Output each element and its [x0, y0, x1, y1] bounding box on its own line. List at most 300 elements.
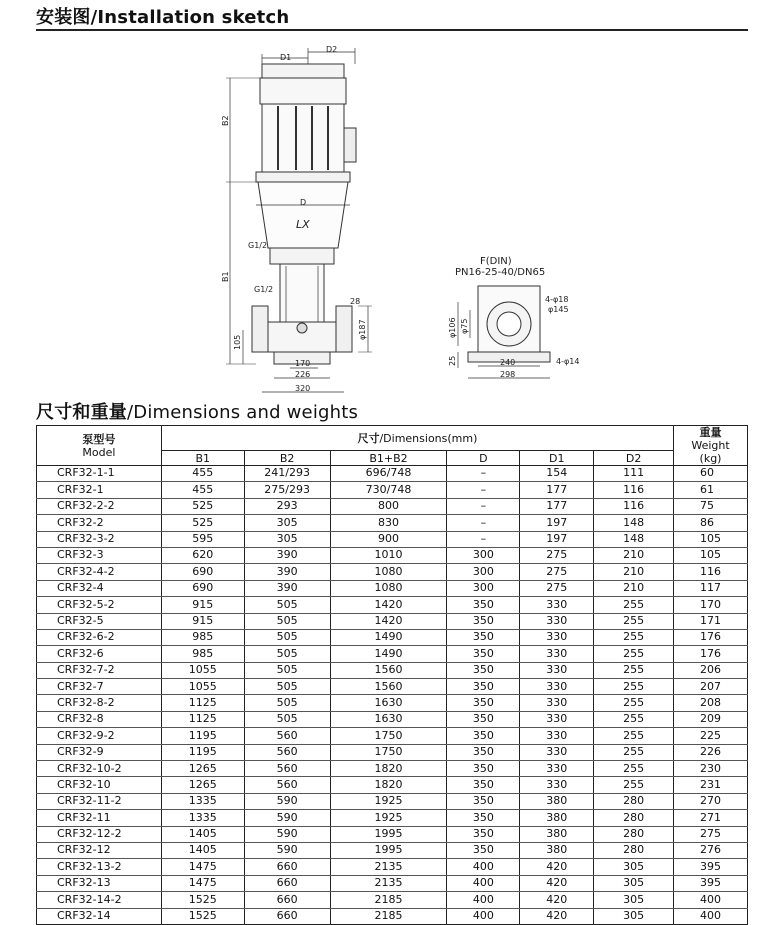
d-cell: – — [447, 466, 520, 482]
weight-cell: 208 — [674, 695, 748, 711]
b2-cell: 560 — [244, 777, 330, 793]
d-cell: 350 — [447, 777, 520, 793]
label-105: 105 — [233, 334, 242, 350]
d1-cell: 420 — [520, 892, 594, 908]
model-cell: CRF32-10 — [37, 777, 162, 793]
b1-cell: 1405 — [161, 842, 244, 858]
b2-cell: 660 — [244, 859, 330, 875]
weight-cell: 276 — [674, 842, 748, 858]
table-row — [37, 498, 748, 514]
b1b2-cell: 2185 — [330, 908, 447, 924]
weight-cell: 271 — [674, 810, 748, 826]
d2-cell: 280 — [594, 793, 674, 809]
label-4-18: 4-φ18 — [545, 295, 569, 304]
b1-cell: 1055 — [161, 679, 244, 695]
d2-cell: 148 — [594, 531, 674, 547]
d2-cell: 255 — [594, 728, 674, 744]
table-row — [37, 908, 748, 924]
d1-cell: 330 — [520, 711, 594, 727]
b1-cell: 525 — [161, 515, 244, 531]
b1b2-cell: 900 — [330, 531, 447, 547]
b1-cell: 1265 — [161, 761, 244, 777]
d2-cell: 116 — [594, 482, 674, 498]
table-row — [37, 728, 748, 744]
b1b2-cell: 1925 — [330, 810, 447, 826]
b2-cell: 590 — [244, 842, 330, 858]
d-cell: 400 — [447, 908, 520, 924]
model-cell: CRF32-8-2 — [37, 695, 162, 711]
model-cell: CRF32-12-2 — [37, 826, 162, 842]
model-cell: CRF32-3-2 — [37, 531, 162, 547]
b1-cell: 915 — [161, 613, 244, 629]
d-cell: 400 — [447, 875, 520, 891]
weight-cell: 395 — [674, 859, 748, 875]
dimensions-title-en: /Dimensions and weights — [127, 402, 359, 423]
model-cell: CRF32-6 — [37, 646, 162, 662]
b1b2-cell: 2135 — [330, 875, 447, 891]
table-row — [37, 482, 748, 498]
d-cell: 350 — [447, 679, 520, 695]
b1b2-cell: 1080 — [330, 580, 447, 596]
b1-cell: 1405 — [161, 826, 244, 842]
d2-cell: 255 — [594, 761, 674, 777]
d1-cell: 154 — [520, 466, 594, 482]
d2-cell: 255 — [594, 662, 674, 678]
d2-cell: 305 — [594, 859, 674, 875]
b1b2-cell: 1925 — [330, 793, 447, 809]
label-flange-title: F(DIN) — [480, 256, 512, 267]
b1-cell: 1335 — [161, 810, 244, 826]
d1-cell: 330 — [520, 679, 594, 695]
d-cell: 350 — [447, 810, 520, 826]
d1-cell: 420 — [520, 908, 594, 924]
dimensions-header — [161, 426, 673, 451]
b1b2-cell: 1490 — [330, 646, 447, 662]
b2-cell: 590 — [244, 793, 330, 809]
col-d2-header: D2 — [594, 451, 674, 466]
table-row — [37, 859, 748, 875]
b1-cell: 1525 — [161, 892, 244, 908]
weight-cell: 105 — [674, 531, 748, 547]
d1-cell: 275 — [520, 547, 594, 563]
b2-cell: 560 — [244, 744, 330, 760]
d1-cell: 330 — [520, 728, 594, 744]
d-cell: 350 — [447, 744, 520, 760]
b1-cell: 915 — [161, 597, 244, 613]
d-cell: 400 — [447, 859, 520, 875]
label-4-14: 4-φ14 — [556, 357, 580, 366]
model-cell: CRF32-7 — [37, 679, 162, 695]
b1b2-cell: 1630 — [330, 695, 447, 711]
b2-cell: 275/293 — [244, 482, 330, 498]
model-cell: CRF32-5 — [37, 613, 162, 629]
d1-cell: 275 — [520, 564, 594, 580]
model-cell: CRF32-4-2 — [37, 564, 162, 580]
b2-cell: 505 — [244, 695, 330, 711]
d2-cell: 280 — [594, 826, 674, 842]
model-cell: CRF32-4 — [37, 580, 162, 596]
b1-cell: 455 — [161, 466, 244, 482]
label-75: φ75 — [460, 318, 469, 334]
table-header-row — [37, 426, 748, 451]
table-row — [37, 711, 748, 727]
b2-cell: 305 — [244, 515, 330, 531]
label-d2: D2 — [326, 45, 338, 54]
weight-cell: 270 — [674, 793, 748, 809]
d2-cell: 280 — [594, 810, 674, 826]
table-row — [37, 564, 748, 580]
d1-cell: 197 — [520, 515, 594, 531]
model-cell: CRF32-11 — [37, 810, 162, 826]
d1-cell: 330 — [520, 629, 594, 645]
b2-cell: 505 — [244, 646, 330, 662]
col-b1b2-header: B1+B2 — [330, 451, 447, 466]
installation-sketch — [0, 32, 764, 394]
b1b2-cell: 1820 — [330, 761, 447, 777]
b2-cell: 505 — [244, 597, 330, 613]
label-lx: LX — [296, 218, 310, 231]
d-cell: – — [447, 531, 520, 547]
weight-cell: 231 — [674, 777, 748, 793]
b2-cell: 590 — [244, 810, 330, 826]
d1-cell: 177 — [520, 482, 594, 498]
model-header-cn: 泵型号 — [82, 432, 116, 446]
b2-cell: 305 — [244, 531, 330, 547]
d-cell: 350 — [447, 646, 520, 662]
label-g12-top: G1/2 — [248, 241, 268, 250]
table-row — [37, 744, 748, 760]
table-row — [37, 875, 748, 891]
b1b2-cell: 1560 — [330, 662, 447, 678]
d2-cell: 255 — [594, 695, 674, 711]
table-row — [37, 646, 748, 662]
b2-cell: 390 — [244, 580, 330, 596]
weight-cell: 171 — [674, 613, 748, 629]
label-d1: D1 — [280, 53, 292, 62]
b2-cell: 390 — [244, 564, 330, 580]
model-cell: CRF32-11-2 — [37, 793, 162, 809]
label-28: 28 — [350, 297, 361, 306]
d1-cell: 380 — [520, 793, 594, 809]
d-cell: – — [447, 498, 520, 514]
d1-cell: 380 — [520, 810, 594, 826]
b1b2-cell: 1630 — [330, 711, 447, 727]
weight-cell: 75 — [674, 498, 748, 514]
model-cell: CRF32-9 — [37, 744, 162, 760]
label-106: φ106 — [448, 317, 457, 338]
d-cell: 350 — [447, 826, 520, 842]
weight-cell: 117 — [674, 580, 748, 596]
b1-cell: 1055 — [161, 662, 244, 678]
d-cell: 350 — [447, 613, 520, 629]
b2-cell: 660 — [244, 908, 330, 924]
b1b2-cell: 800 — [330, 498, 447, 514]
model-cell: CRF32-10-2 — [37, 761, 162, 777]
model-cell: CRF32-1-1 — [37, 466, 162, 482]
b1-cell: 1125 — [161, 711, 244, 727]
d2-cell: 255 — [594, 597, 674, 613]
b1-cell: 1265 — [161, 777, 244, 793]
table-row — [37, 597, 748, 613]
model-cell: CRF32-6-2 — [37, 629, 162, 645]
table-row — [37, 531, 748, 547]
b1b2-cell: 1995 — [330, 826, 447, 842]
label-170: 170 — [295, 359, 311, 368]
col-b2-header: B2 — [244, 451, 330, 466]
b2-cell: 660 — [244, 875, 330, 891]
model-cell: CRF32-8 — [37, 711, 162, 727]
table-row — [37, 810, 748, 826]
d1-cell: 380 — [520, 826, 594, 842]
label-d: D — [300, 198, 307, 207]
d2-cell: 255 — [594, 711, 674, 727]
d2-cell: 280 — [594, 842, 674, 858]
b1-cell: 690 — [161, 580, 244, 596]
b1b2-cell: 1080 — [330, 564, 447, 580]
label-226: 226 — [295, 370, 311, 379]
dimensions-header-en: /Dimensions(mm) — [379, 431, 478, 445]
d-cell: 350 — [447, 629, 520, 645]
dimensions-header-cn: 尺寸 — [357, 431, 380, 445]
d2-cell: 255 — [594, 629, 674, 645]
b2-cell: 590 — [244, 826, 330, 842]
d-cell: 350 — [447, 761, 520, 777]
col-b1-header: B1 — [161, 451, 244, 466]
b1b2-cell: 1995 — [330, 842, 447, 858]
model-cell: CRF32-2-2 — [37, 498, 162, 514]
b2-cell: 390 — [244, 547, 330, 563]
d1-cell: 330 — [520, 646, 594, 662]
weight-cell: 275 — [674, 826, 748, 842]
label-145: φ145 — [548, 305, 569, 314]
b1b2-cell: 2135 — [330, 859, 447, 875]
weight-header-en: Weight — [691, 439, 730, 452]
model-header — [37, 426, 162, 466]
b1-cell: 1475 — [161, 875, 244, 891]
d2-cell: 148 — [594, 515, 674, 531]
b1-cell: 985 — [161, 646, 244, 662]
b1b2-cell: 1560 — [330, 679, 447, 695]
b1-cell: 1195 — [161, 728, 244, 744]
d-cell: 300 — [447, 547, 520, 563]
weight-cell: 116 — [674, 564, 748, 580]
model-cell: CRF32-14-2 — [37, 892, 162, 908]
weight-cell: 395 — [674, 875, 748, 891]
d-cell: 350 — [447, 711, 520, 727]
table-row — [37, 515, 748, 531]
d1-cell: 197 — [520, 531, 594, 547]
b1-cell: 1475 — [161, 859, 244, 875]
b1-cell: 1195 — [161, 744, 244, 760]
model-cell: CRF32-2 — [37, 515, 162, 531]
b1-cell: 1335 — [161, 793, 244, 809]
table-row — [37, 892, 748, 908]
d1-cell: 330 — [520, 613, 594, 629]
b2-cell: 560 — [244, 728, 330, 744]
title-rule — [36, 29, 748, 31]
b1b2-cell: 1010 — [330, 547, 447, 563]
d2-cell: 305 — [594, 908, 674, 924]
d-cell: 300 — [447, 580, 520, 596]
b1b2-cell: 1750 — [330, 728, 447, 744]
d1-cell: 330 — [520, 777, 594, 793]
table-row — [37, 662, 748, 678]
b1b2-cell: 1420 — [330, 613, 447, 629]
model-cell: CRF32-7-2 — [37, 662, 162, 678]
d-cell: 350 — [447, 662, 520, 678]
model-cell: CRF32-14 — [37, 908, 162, 924]
table-row — [37, 793, 748, 809]
label-25: 25 — [448, 355, 457, 366]
b1-cell: 455 — [161, 482, 244, 498]
table-row — [37, 679, 748, 695]
weight-cell: 206 — [674, 662, 748, 678]
table-row — [37, 761, 748, 777]
b2-cell: 505 — [244, 662, 330, 678]
d2-cell: 255 — [594, 679, 674, 695]
model-cell: CRF32-9-2 — [37, 728, 162, 744]
b2-cell: 505 — [244, 711, 330, 727]
b2-cell: 505 — [244, 679, 330, 695]
weight-header-cn: 重量 — [699, 426, 722, 439]
label-b2: B2 — [221, 115, 230, 126]
table-row — [37, 613, 748, 629]
model-cell: CRF32-13-2 — [37, 859, 162, 875]
model-cell: CRF32-12 — [37, 842, 162, 858]
d1-cell: 420 — [520, 859, 594, 875]
weight-cell: 209 — [674, 711, 748, 727]
model-cell: CRF32-3 — [37, 547, 162, 563]
d2-cell: 255 — [594, 744, 674, 760]
b1b2-cell: 830 — [330, 515, 447, 531]
table-body — [37, 466, 748, 925]
weight-cell: 170 — [674, 597, 748, 613]
d1-cell: 177 — [520, 498, 594, 514]
b1-cell: 525 — [161, 498, 244, 514]
weight-cell: 86 — [674, 515, 748, 531]
d1-cell: 330 — [520, 744, 594, 760]
b1-cell: 1125 — [161, 695, 244, 711]
d-cell: 400 — [447, 892, 520, 908]
d2-cell: 210 — [594, 580, 674, 596]
table-row — [37, 695, 748, 711]
d1-cell: 275 — [520, 580, 594, 596]
b1b2-cell: 1490 — [330, 629, 447, 645]
b1b2-cell: 1750 — [330, 744, 447, 760]
d1-cell: 330 — [520, 597, 594, 613]
table-row — [37, 777, 748, 793]
table-row — [37, 466, 748, 482]
weight-header-unit: (kg) — [699, 452, 722, 465]
d1-cell: 330 — [520, 662, 594, 678]
table-row — [37, 842, 748, 858]
d-cell: 300 — [447, 564, 520, 580]
d-cell: 350 — [447, 728, 520, 744]
weight-header — [674, 426, 748, 466]
b2-cell: 505 — [244, 629, 330, 645]
label-b1: B1 — [221, 271, 230, 282]
dimensions-table — [36, 425, 748, 925]
weight-cell: 207 — [674, 679, 748, 695]
b1-cell: 595 — [161, 531, 244, 547]
weight-cell: 176 — [674, 629, 748, 645]
d2-cell: 210 — [594, 564, 674, 580]
label-flange-spec: PN16-25-40/DN65 — [455, 267, 546, 278]
table-row — [37, 547, 748, 563]
d1-cell: 380 — [520, 842, 594, 858]
b2-cell: 560 — [244, 761, 330, 777]
b1-cell: 985 — [161, 629, 244, 645]
b2-cell: 660 — [244, 892, 330, 908]
dimensions-title-cn: 尺寸和重量 — [36, 402, 127, 423]
weight-cell: 61 — [674, 482, 748, 498]
d1-cell: 420 — [520, 875, 594, 891]
b1-cell: 1525 — [161, 908, 244, 924]
weight-cell: 225 — [674, 728, 748, 744]
label-g12-bottom: G1/2 — [254, 285, 274, 294]
label-320: 320 — [295, 384, 311, 393]
b1b2-cell: 1820 — [330, 777, 447, 793]
d2-cell: 255 — [594, 777, 674, 793]
b1-cell: 690 — [161, 564, 244, 580]
col-d1-header: D1 — [520, 451, 594, 466]
weight-cell: 400 — [674, 892, 748, 908]
weight-cell: 230 — [674, 761, 748, 777]
model-header-en: Model — [82, 445, 116, 459]
installation-title-cn: 安装图 — [36, 7, 91, 28]
d-cell: – — [447, 515, 520, 531]
b1-cell: 620 — [161, 547, 244, 563]
d-cell: 350 — [447, 842, 520, 858]
b1b2-cell: 696/748 — [330, 466, 447, 482]
d-cell: 350 — [447, 695, 520, 711]
b1b2-cell: 1420 — [330, 597, 447, 613]
model-cell: CRF32-5-2 — [37, 597, 162, 613]
d1-cell: 330 — [520, 761, 594, 777]
weight-cell: 176 — [674, 646, 748, 662]
installation-sketch-title — [36, 3, 289, 29]
d2-cell: 305 — [594, 875, 674, 891]
weight-cell: 226 — [674, 744, 748, 760]
d2-cell: 305 — [594, 892, 674, 908]
table-row — [37, 580, 748, 596]
d-cell: 350 — [447, 597, 520, 613]
model-cell: CRF32-1 — [37, 482, 162, 498]
label-187: φ187 — [358, 319, 367, 340]
weight-cell: 400 — [674, 908, 748, 924]
table-row — [37, 826, 748, 842]
b2-cell: 241/293 — [244, 466, 330, 482]
d-cell: 350 — [447, 793, 520, 809]
b2-cell: 293 — [244, 498, 330, 514]
col-d-header: D — [447, 451, 520, 466]
label-240: 240 — [500, 358, 516, 367]
label-298: 298 — [500, 370, 516, 379]
b1b2-cell: 730/748 — [330, 482, 447, 498]
d2-cell: 111 — [594, 466, 674, 482]
d1-cell: 330 — [520, 695, 594, 711]
b2-cell: 505 — [244, 613, 330, 629]
installation-title-en: /Installation sketch — [90, 7, 290, 28]
weight-cell: 60 — [674, 466, 748, 482]
d-cell: – — [447, 482, 520, 498]
table-row — [37, 629, 748, 645]
model-cell: CRF32-13 — [37, 875, 162, 891]
d2-cell: 116 — [594, 498, 674, 514]
dimensions-title — [36, 398, 358, 424]
b1b2-cell: 2185 — [330, 892, 447, 908]
d2-cell: 210 — [594, 547, 674, 563]
